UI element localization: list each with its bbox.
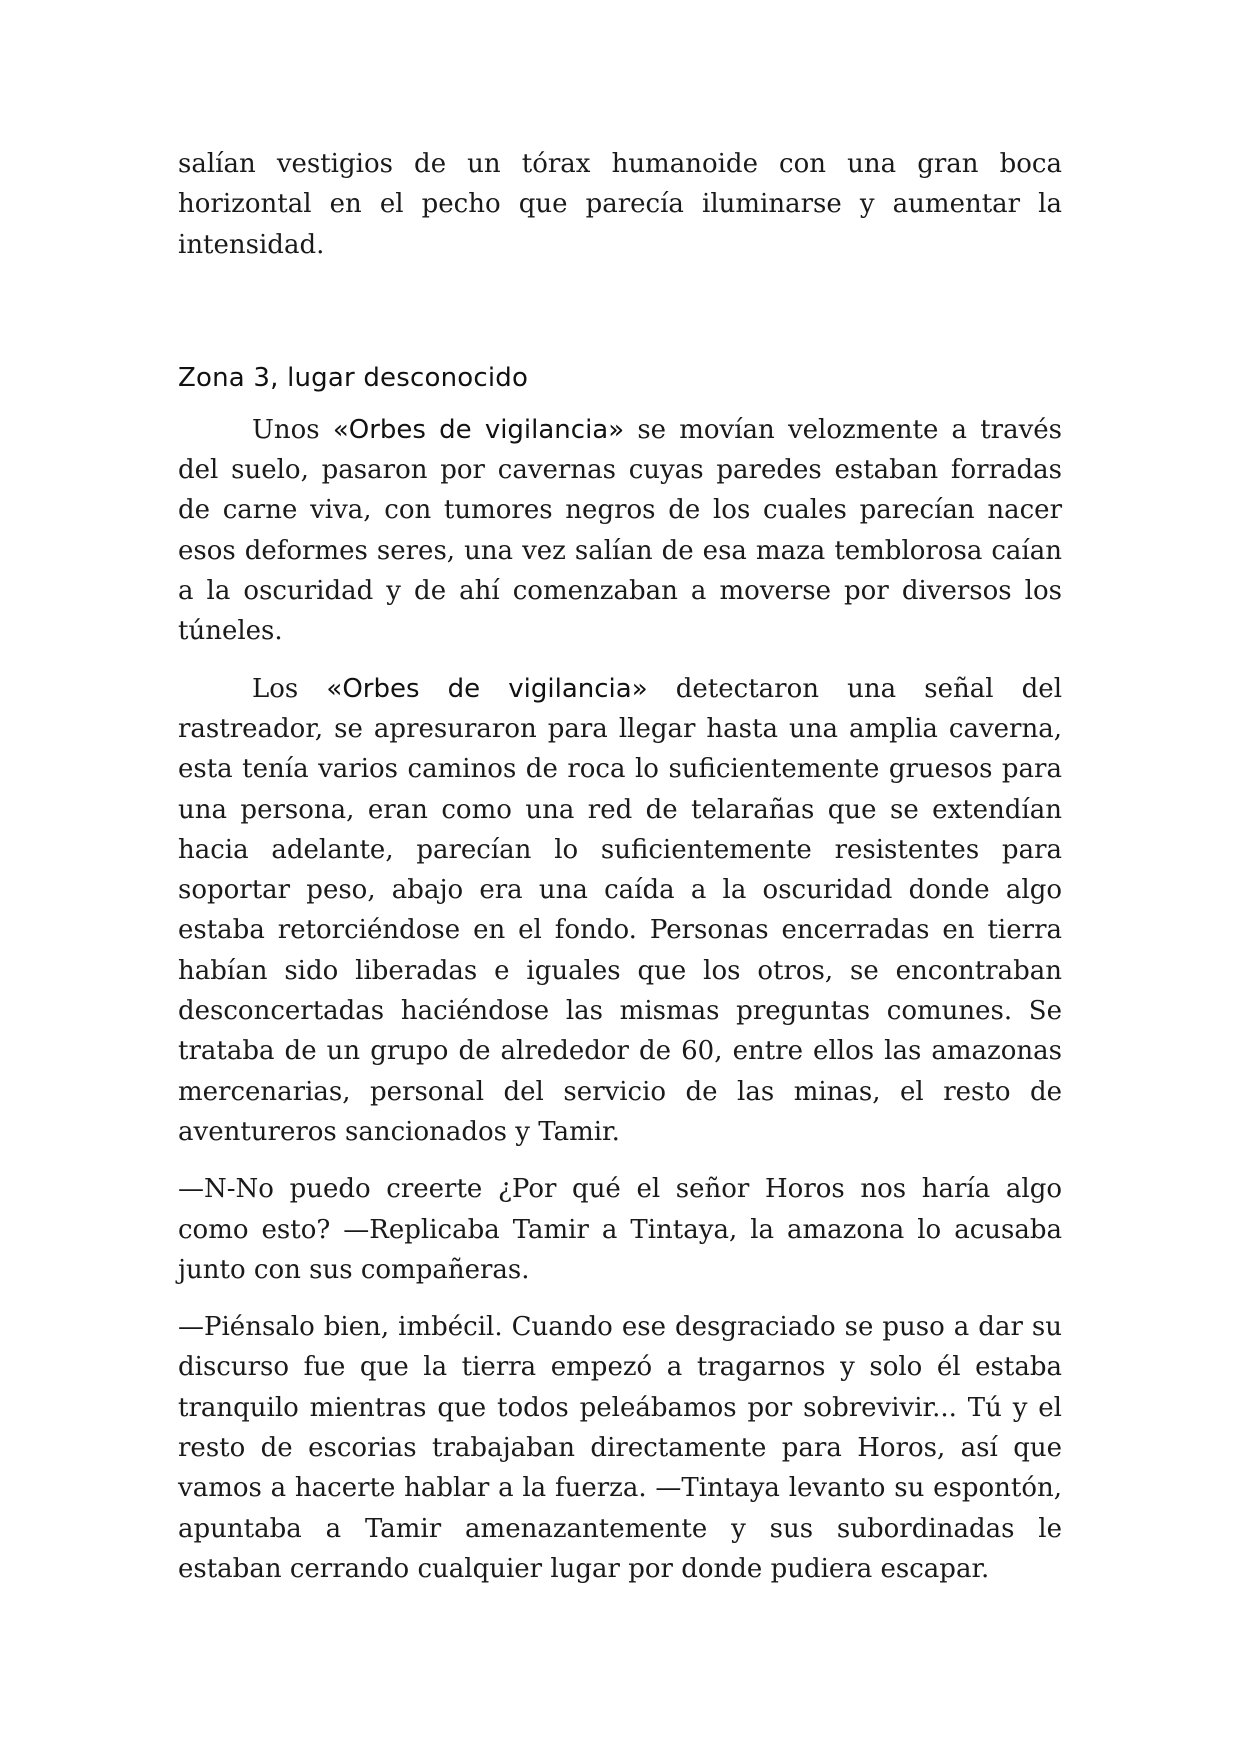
paragraph-orbes-movement (178, 410, 1062, 652)
dialogue-tintaya: —Piénsalo bien, imbécil. Cuando ese desgraciado se puso a dar su discurso fue que la tierra empezó a tragarnos y solo él estaba tranquilo mientras que todos peleábamos por sobrevivir... Tú y el resto de escorias trabajaban directamente para Horos, así que vamos a hacerte hablar a la fuerza. —Tintaya levanto su espontón, apuntaba a Tamir amenazantemente y sus subordinadas le estaban cerrando cualquier lugar por donde pudiera escapar. (178, 1312, 1062, 1584)
section-heading: Zona 3, lugar desconocido (178, 362, 529, 393)
paragraph-continued: salían vestigios de un tórax humanoide con una gran boca horizontal en el pecho que parecía iluminarse y aumentar la intensidad. (178, 149, 1062, 260)
emphasized-term: «Orbes de vigilancia» (332, 414, 625, 445)
book-page (178, 144, 1062, 1589)
paragraph-text: Los (252, 673, 327, 704)
paragraph-orbes-detection (178, 669, 1062, 1153)
paragraph-text: Unos (252, 414, 333, 445)
paragraph-text: detectaron una señal del rastreador, se apresuraron para llegar hasta una amplia caverna, esta tenía varios caminos de roca lo suficientemente gruesos para una persona, eran como una red de telarañas que se extendían hacia adelante, parecían lo suficientemente resistentes para soportar peso, abajo era una caída a la oscuridad donde algo estaba retorciéndose en el fondo. Personas encerradas en tierra habían sido liberadas e iguales que los otros, se encontraban desconcertadas haciéndose las mismas preguntas comunes. Se trataba de un grupo de alrededor de 60, entre ellos las amazonas mercenarias, personal del servicio de las minas, el resto de aventureros sancionados y Tamir. (178, 673, 1063, 1147)
paragraph-text: se movían velozmente a través del suelo, pasaron por cavernas cuyas paredes estaban forradas de carne viva, con tumores negros de los cuales parecían nacer esos deformes seres, una vez salían de esa maza temblorosa caían a la oscuridad y de ahí comenzaban a moverse por diversos los túneles. (178, 414, 1063, 647)
emphasized-term: «Orbes de vigilancia» (326, 673, 648, 704)
dialogue-tamir: —N-No puedo creerte ¿Por qué el señor Horos nos haría algo como esto? —Replicaba Tamir a Tintaya, la amazona lo acusaba junto con sus compañeras. (178, 1174, 1062, 1285)
